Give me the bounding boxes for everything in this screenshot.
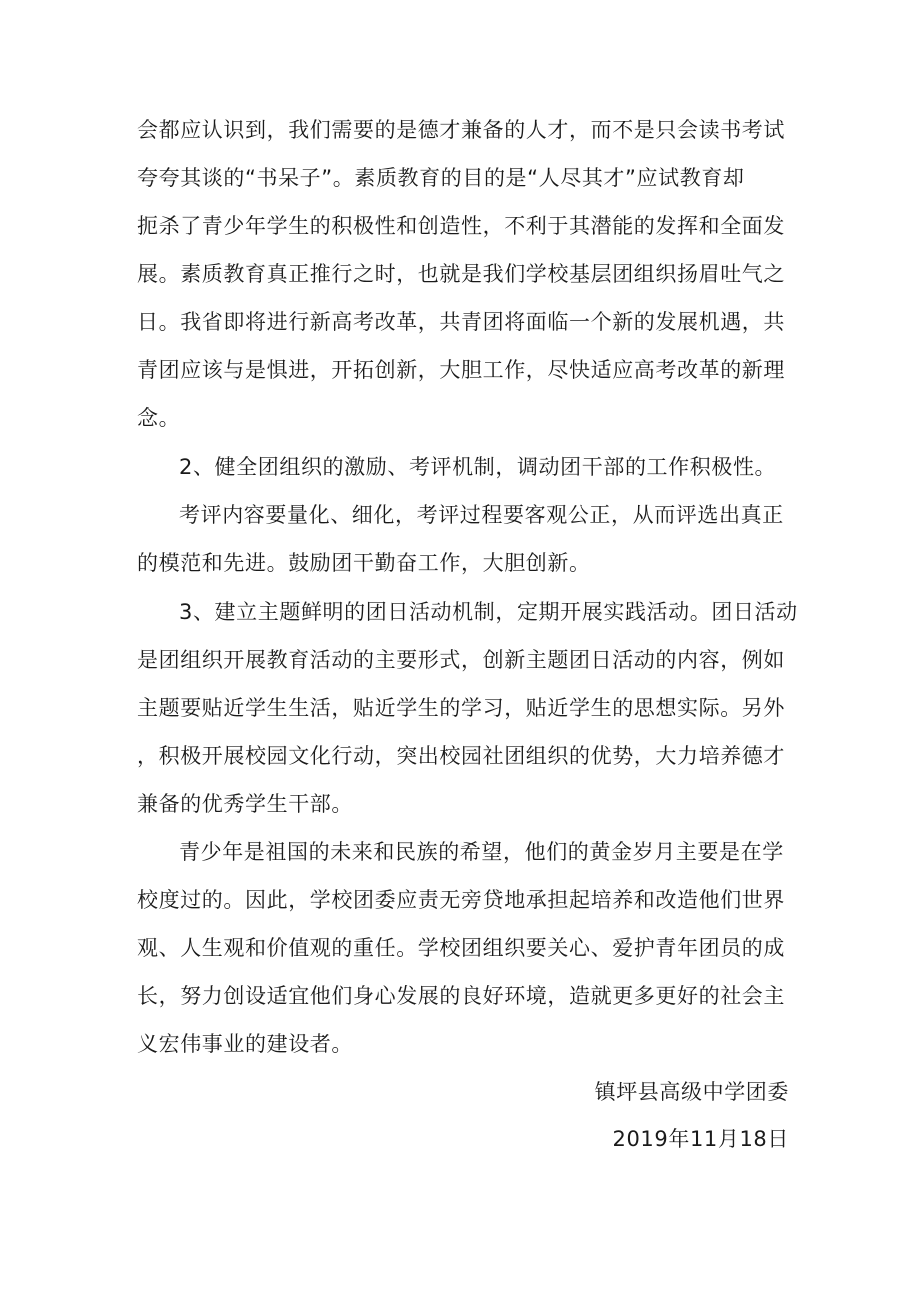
signature-date: 2019年11月18日 <box>612 1127 789 1151</box>
paragraph-line: 的模范和先进。鼓励团干勤奋工作，大胆创新。 <box>137 551 591 575</box>
paragraph-line: 观、人生观和价值观的重任。学校团组织要关心、爱护青年团员的成 <box>137 936 785 960</box>
paragraph-line: 青团应该与是惧进，开拓创新，大胆工作，尽快适应高考改革的新理 <box>137 358 785 382</box>
paragraph-line: 考评内容要量化、细化，考评过程要客观公正，从而评选出真正 <box>179 503 784 527</box>
paragraph-line: 日。我省即将进行新高考改革，共青团将面临一个新的发展机遇，共 <box>137 310 785 334</box>
paragraph-line: 兼备的优秀学生干部。 <box>137 792 353 816</box>
paragraph-line: 义宏伟事业的建设者。 <box>137 1032 353 1056</box>
paragraph-line: 展。素质教育真正推行之时，也就是我们学校基层团组织扬眉吐气之 <box>137 262 785 286</box>
paragraph-line: 2、健全团组织的激励、考评机制，调动团干部的工作积极性。 <box>179 455 777 479</box>
paragraph-line: 夸夸其谈的“书呆子”。素质教育的目的是“人尽其才”应试教育却 <box>137 166 745 190</box>
paragraph-line: 校度过的。因此，学校团委应责无旁贷地承担起培养和改造他们世界 <box>137 888 785 912</box>
signature-organization: 镇坪县高级中学团委 <box>594 1080 789 1104</box>
paragraph-item-2-heading <box>137 443 789 491</box>
paragraph-line: ，积极开展校园文化行动，突出校园社团组织的优势，大力培养德才 <box>137 744 785 768</box>
paragraph-evaluation <box>137 491 789 587</box>
paragraph-line: 青少年是祖国的未来和民族的希望，他们的黄金岁月主要是在学 <box>179 840 784 864</box>
paragraph-line: 念。 <box>137 406 181 430</box>
paragraph-conclusion <box>137 828 789 1068</box>
paragraph-line: 扼杀了青少年学生的积极性和创造性，不利于其潜能的发挥和全面发 <box>137 214 785 238</box>
paragraph-line: 3、建立主题鲜明的团日活动机制，定期开展实践活动。团日活动 <box>179 600 798 624</box>
paragraph-line: 长，努力创设适宜他们身心发展的良好环境，造就更多更好的社会主 <box>137 984 785 1008</box>
paragraph-line: 主题要贴近学生生活，贴近学生的学习，贴近学生的思想实际。另外 <box>137 696 785 720</box>
paragraph-line: 会都应认识到，我们需要的是德才兼备的人才，而不是只会读书考试 <box>137 118 785 142</box>
paragraph-line: 是团组织开展教育活动的主要形式，创新主题团日活动的内容，例如 <box>137 648 785 672</box>
paragraph-item-3 <box>137 588 798 828</box>
paragraph-continuation <box>137 106 789 442</box>
